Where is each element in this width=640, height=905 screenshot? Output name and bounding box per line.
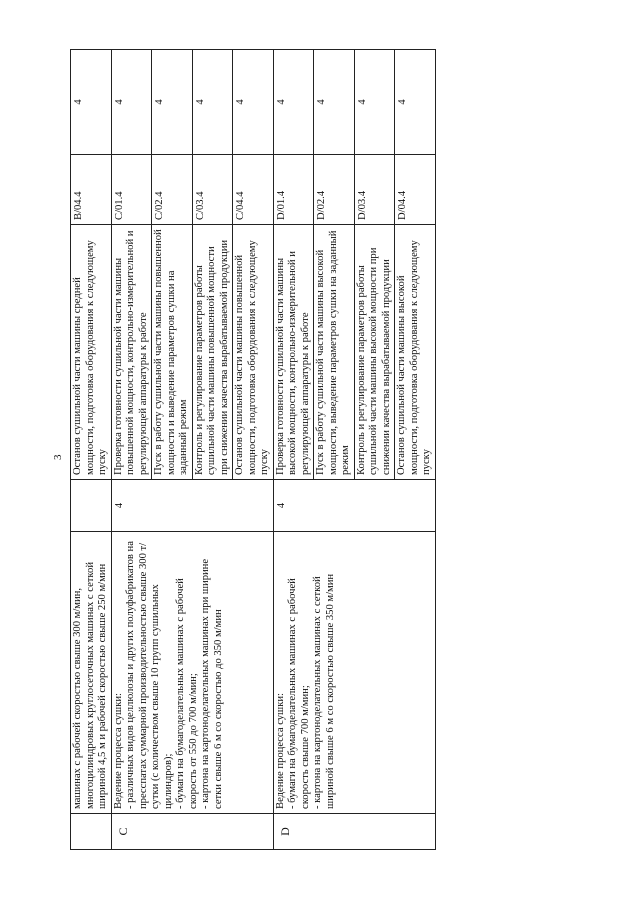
- function-name-cell: Останов сушильной части машины средней мощности, подготовка оборудования к следующему пуску: [71, 225, 112, 480]
- function-name-cell: Пуск в работу сушильной части машины повышенной мощности и выведение параметров сушки на заданный режим: [152, 225, 193, 480]
- function-name-cell: Проверка готовности сушильной части машины высокой мощности, контрольно-измерительной и регулирующей аппаратуры к работе: [273, 225, 314, 480]
- activity-cell: машинах с рабочей скоростью свыше 300 м/мин, многоцилиндровых круглосеточных машинах с сеткой шириной 4,5 м и рабочей скоростью свыше 250 м/мин: [71, 532, 112, 814]
- function-code-cell: С/01.4: [111, 155, 152, 225]
- function-name-cell: Контроль и регулирование параметров работы сушильной части машины высокой мощности при снижении качества вырабатываемой продукции: [354, 225, 395, 480]
- table-row: [273, 50, 314, 850]
- function-name-cell: Контроль и регулирование параметров работы сушильной части машины повышенной мощности при снижении качества вырабатываемой продукции: [192, 225, 233, 480]
- function-code-cell: В/04.4: [71, 155, 112, 225]
- function-code-cell: С/02.4: [152, 155, 193, 225]
- function-code-cell: D/01.4: [273, 155, 314, 225]
- function-name-cell: Проверка готовности сушильной части машины повышенной мощности, контрольно-измерительной и регулирующей аппаратуры к работе: [111, 225, 152, 480]
- function-name-cell: Останов сушильной части машины повышенной мощности, подготовка оборудования к следующему пуску: [233, 225, 274, 480]
- activity-cell: Ведение процесса сушки: - бумаги на бумагоделательных машинах с рабочей скорость свыше 700 м/мин; - картона на картоноделательных машинах с сеткой шириной свыше 6 м со скоростью свыше 350 м/мин: [273, 532, 435, 814]
- level-cell: D: [273, 814, 435, 850]
- level-cell: С: [111, 814, 273, 850]
- function-qual-cell: 4: [233, 50, 274, 155]
- function-qual-cell: 4: [354, 50, 395, 155]
- function-name-cell: Останов сушильной части машины высокой мощности, подготовка оборудования к следующему пуску: [395, 225, 436, 480]
- function-code-cell: С/03.4: [192, 155, 233, 225]
- activity-qual-cell: [71, 480, 112, 532]
- function-code-cell: С/04.4: [233, 155, 274, 225]
- function-qual-cell: 4: [71, 50, 112, 155]
- function-qual-cell: 4: [273, 50, 314, 155]
- activity-qual-cell: 4: [273, 480, 435, 532]
- table-row: [111, 50, 152, 850]
- function-qual-cell: 4: [192, 50, 233, 155]
- table-row: [71, 50, 112, 850]
- function-code-cell: D/04.4: [395, 155, 436, 225]
- functions-table: [70, 49, 436, 850]
- activity-cell: Ведение процесса сушки: - различных видов целлюлозы и других полуфабрикатов на пресспатах суммарной производительностью свыше 300 т/сутки (с количеством свыше 10 групп сушильных цилиндров); - бумаги на бумагоделательных машинах с рабочей скорость от 550 до 700 м/мин; - картона на картоноделательных машинах при ширине сетки свыше 6 м со скоростью до 350 м/мин: [111, 532, 273, 814]
- function-qual-cell: 4: [111, 50, 152, 155]
- activity-qual-cell: 4: [111, 480, 273, 532]
- function-code-cell: D/02.4: [314, 155, 355, 225]
- function-qual-cell: 4: [152, 50, 193, 155]
- function-qual-cell: 4: [395, 50, 436, 155]
- function-code-cell: D/03.4: [354, 155, 395, 225]
- function-qual-cell: 4: [314, 50, 355, 155]
- function-name-cell: Пуск в работу сушильной части машины высокой мощности, выведение параметров сушки на заданный режим: [314, 225, 355, 480]
- level-cell: [71, 814, 112, 850]
- page-number: 3: [52, 454, 64, 460]
